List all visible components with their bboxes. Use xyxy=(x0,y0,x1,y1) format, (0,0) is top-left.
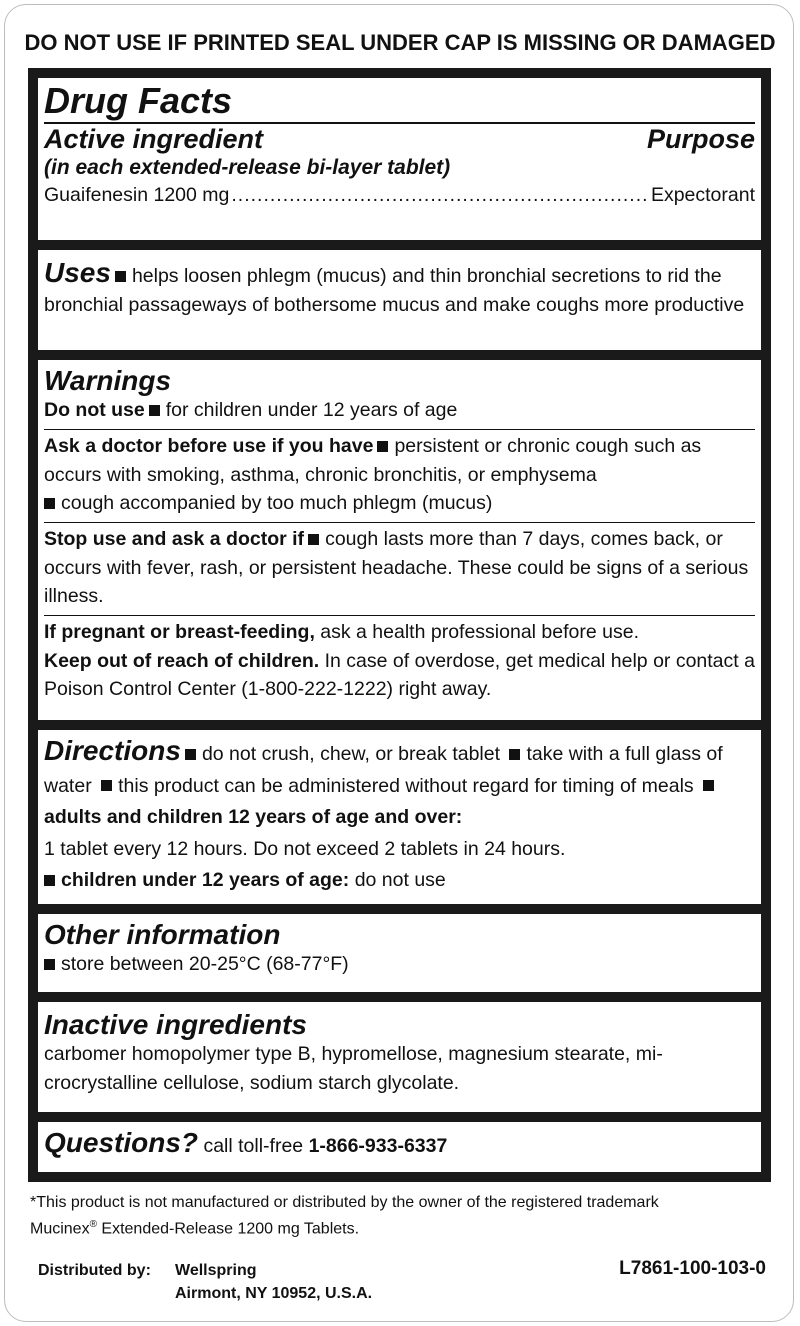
disclaimer-line-2 xyxy=(30,1214,775,1240)
purpose-heading: Purpose xyxy=(646,123,755,154)
questions-phone: 1-866-933-6337 xyxy=(308,1135,448,1157)
distributor-name: Wellspring xyxy=(175,1262,257,1279)
bullet-icon xyxy=(101,780,112,791)
divider xyxy=(44,522,755,524)
distributed-by-label: Distributed by: xyxy=(38,1262,151,1279)
uses-heading: Uses xyxy=(44,257,111,288)
do-not-use-row xyxy=(44,396,755,425)
inactive-ingredients-section xyxy=(38,1002,761,1112)
ask-doctor-label: Ask a doctor before use if you have xyxy=(44,435,374,457)
questions-section xyxy=(38,1122,761,1172)
keep-out-text: In case of overdose, get medical help or contact a Poison Control Center (1-800-222-1222) right away. xyxy=(44,649,755,700)
divider xyxy=(44,615,755,617)
questions-heading: Questions? xyxy=(44,1127,199,1158)
uses-text: helps loosen phlegm (mucus) and thin bronchial secretions to rid the bronchial passageways of bothersome mucus and make coughs more productive xyxy=(44,265,745,316)
disclaimer-brand: Mucinex xyxy=(30,1220,90,1238)
uses-paragraph xyxy=(44,250,755,319)
directions-item-1: do not crush, chew, or break tablet xyxy=(201,743,501,765)
other-information-item-1: store between 20-25°C (68-77°F) xyxy=(61,953,349,975)
pregnant-row xyxy=(44,618,755,704)
bullet-icon xyxy=(308,534,319,545)
directions-item-2: take with a full glass of water xyxy=(44,743,723,797)
inactive-ingredients-heading: Inactive ingredients xyxy=(44,1009,307,1040)
bullet-icon xyxy=(509,749,520,760)
ask-doctor-item-1: persistent or chronic cough such as occurs with smoking, asthma, chronic bronchitis, or emphysema xyxy=(44,435,702,486)
active-ingredient-section xyxy=(38,78,761,240)
per-unit-note: (in each extended-release bi-layer tablet) xyxy=(44,155,451,179)
bullet-icon xyxy=(149,405,160,416)
divider xyxy=(44,429,755,431)
questions-row xyxy=(44,1122,755,1161)
drug-facts-title: Drug Facts xyxy=(44,80,233,121)
pregnant-text: ask a health professional before use. xyxy=(320,621,639,643)
disclaimer-rest: Extended-Release 1200 mg Tablets. xyxy=(96,1220,360,1238)
keep-out-label: Keep out of reach of children. xyxy=(44,649,320,672)
do-not-use-text: for children under 12 years of age xyxy=(165,399,458,421)
bullet-icon xyxy=(377,441,388,452)
registered-mark: ® xyxy=(89,1219,97,1230)
active-ingredient-heading: Active ingredient xyxy=(44,123,264,154)
directions-heading: Directions xyxy=(44,735,181,766)
do-not-use-label: Do not use xyxy=(44,399,145,421)
lot-code: L7861-100-103-0 xyxy=(619,1258,766,1279)
ingredient-row xyxy=(44,182,755,208)
pregnant-label: If pregnant or breast-feeding, xyxy=(44,621,315,643)
adults-label: adults and children 12 years of age and over: xyxy=(44,806,463,828)
bullet-icon xyxy=(44,959,55,970)
bullet-icon xyxy=(185,749,196,760)
disclaimer-line-1: *This product is not manufactured or distributed by the owner of the registered trademark xyxy=(30,1194,659,1211)
children-label: children under 12 years of age: xyxy=(61,869,350,891)
inactive-ingredients-line-1: carbomer homopolymer type B, hypromellose, magnesium stearate, mi- xyxy=(44,1043,663,1065)
other-information-row xyxy=(44,950,755,979)
stop-use-row xyxy=(44,525,755,611)
directions-paragraph xyxy=(44,730,755,897)
distributor-address: Airmont, NY 10952, U.S.A. xyxy=(175,1285,373,1302)
seal-warning: DO NOT USE IF PRINTED SEAL UNDER CAP IS MISSING OR DAMAGED xyxy=(24,30,776,55)
bullet-icon xyxy=(115,271,126,282)
leader-dots xyxy=(231,182,649,208)
bullet-icon xyxy=(703,780,714,791)
drug-facts-panel xyxy=(28,68,771,1182)
inactive-ingredients-line-2: crocrystalline cellulose, sodium starch glycolate. xyxy=(44,1071,460,1094)
warnings-section xyxy=(38,360,761,720)
ingredient-name: Guaifenesin 1200 mg xyxy=(44,183,230,206)
ask-doctor-item-2: cough accompanied by too much phlegm (mucus) xyxy=(61,492,493,514)
bullet-icon xyxy=(44,498,55,509)
questions-prefix: call toll-free xyxy=(203,1135,304,1157)
other-information-section xyxy=(38,914,761,992)
directions-section xyxy=(38,730,761,904)
other-information-heading: Other information xyxy=(44,919,281,950)
uses-section xyxy=(38,250,761,350)
stop-use-label: Stop use and ask a doctor if xyxy=(44,528,305,550)
stop-use-text: cough lasts more than 7 days, comes back, or occurs with fever, rash, or persistent headache. These could be signs of a serious illness. xyxy=(44,528,749,607)
adults-text: 1 tablet every 12 hours. Do not exceed 2 tablets in 24 hours. xyxy=(44,837,566,860)
disclaimer xyxy=(30,1192,775,1240)
warnings-heading: Warnings xyxy=(44,365,172,396)
children-text: do not use xyxy=(354,869,446,891)
directions-item-3: this product can be administered without regard for timing of meals xyxy=(118,774,694,797)
bullet-icon xyxy=(44,875,55,886)
active-ingredient-header xyxy=(44,124,755,154)
ask-doctor-row xyxy=(44,432,755,518)
ingredient-purpose: Expectorant xyxy=(650,183,755,206)
